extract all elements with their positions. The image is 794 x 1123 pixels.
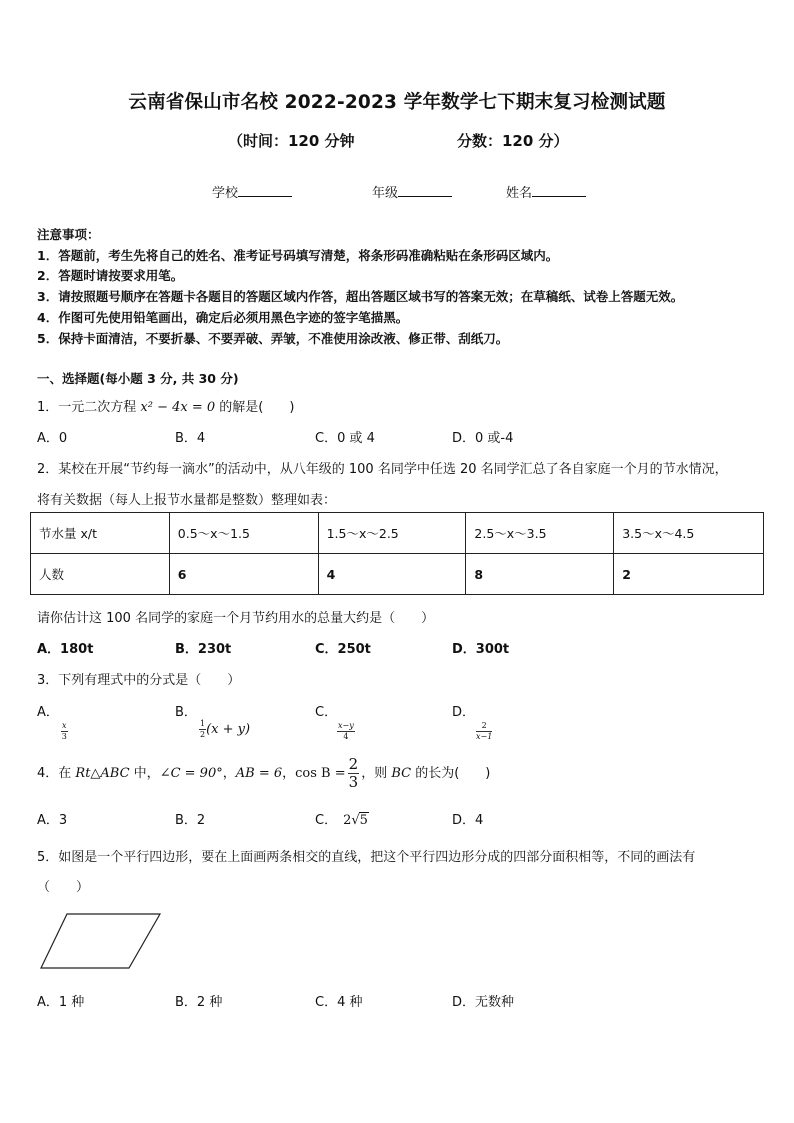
q4-prefix: 4．在 (37, 766, 76, 781)
q3-option-d[interactable] (452, 701, 492, 741)
notes-heading: 注意事项： (37, 227, 100, 242)
q3-option-b[interactable] (175, 701, 250, 739)
question-5-line-1: 5．如图是一个平行四边形，要在上面画两条相交的直线，把这个平行四边形分成的四部分面积相等，不同的画法有 (37, 850, 696, 865)
q4-triangle: Rt△ABC (75, 766, 130, 781)
school-field[interactable] (212, 182, 292, 201)
page-title: 云南省保山市名校 2022-2023 学年数学七下期末复习检测试题 (128, 92, 666, 113)
name-label: 姓名 (506, 186, 533, 201)
name-field[interactable] (506, 182, 586, 201)
q4-option-d[interactable]: D．4 (452, 813, 484, 828)
q1-prefix: 1．一元二次方程 (37, 400, 141, 415)
q2-option-d[interactable]: D．300t (452, 642, 510, 657)
table-header-row (31, 513, 764, 554)
q1-option-c[interactable]: C．0 或 4 (315, 431, 375, 446)
q4-option-a[interactable]: A．3 (37, 813, 68, 828)
question-2-line-2: 将有关数据（每人上报节水量都是整数）整理如表： (37, 493, 337, 508)
table-cell: 8 (466, 554, 614, 595)
fraction-denominator: 2 (200, 730, 206, 739)
q5-option-c[interactable]: C．4 种 (315, 995, 363, 1010)
q3-d-fraction (476, 722, 492, 741)
q4-c-radicand: 5 (359, 813, 368, 828)
q3-b-label: B． (175, 705, 197, 720)
parallelogram-figure (38, 912, 164, 972)
grade-field[interactable] (372, 182, 452, 201)
note-item: 5．保持卡面清洁，不要折暴、不要弄破、弄皱，不准使用涂改液、修正带、刮纸刀。 (37, 331, 509, 346)
q4-fraction (348, 757, 360, 790)
q4-c-coefficient: 2 (343, 813, 352, 828)
question-1-stem (37, 396, 294, 415)
school-label: 学校 (212, 186, 239, 201)
table-header-cell: 1.5～x～2.5 (318, 513, 466, 554)
note-item: 1．答题前，考生先将自己的姓名、准考证号码填写清楚，将条形码准确粘贴在条形码区域内。 (37, 248, 559, 263)
q4-ab: AB = 6 (235, 766, 283, 781)
q3-option-c[interactable] (315, 701, 355, 741)
q3-a-fraction (61, 722, 68, 741)
q3-a-label: A． (37, 705, 59, 720)
radical-sign: √ (351, 813, 360, 828)
q5-option-a[interactable]: A．1 种 (37, 995, 85, 1010)
q2-option-b[interactable]: B．230t (175, 642, 232, 657)
exam-score: 分数：120 分） (457, 132, 569, 150)
q3-b-term: (x + y) (206, 722, 251, 737)
q1-option-d[interactable]: D．0 或-4 (452, 431, 514, 446)
q1-option-b[interactable]: B．4 (175, 431, 206, 446)
q1-option-a[interactable]: A．0 (37, 431, 68, 446)
fraction-denominator: 3 (61, 732, 67, 741)
table-cell: 2 (614, 554, 764, 595)
exam-time: （时间：120 分钟 (228, 132, 355, 150)
school-blank[interactable] (238, 184, 292, 197)
q3-d-label: D． (452, 705, 476, 720)
table-header-cell: 节水量 x/t (31, 513, 170, 554)
table-header-cell: 2.5～x～3.5 (466, 513, 614, 554)
q3-c-label: C． (315, 705, 338, 720)
table-cell: 4 (318, 554, 466, 595)
q3-c-fraction (337, 722, 355, 741)
question-4-stem (37, 757, 490, 790)
fraction-numerator: 2 (348, 755, 359, 773)
q4-option-b[interactable]: B．2 (175, 813, 206, 828)
water-saving-table (30, 512, 764, 595)
q1-equation: x² − 4x = 0 (140, 400, 216, 415)
fraction-denominator: 4 (343, 732, 349, 741)
question-2-question: 请你估计这 100 名同学的家庭一个月节约用水的总量大约是（ ） (37, 611, 435, 626)
q4-sep: ， (222, 766, 236, 781)
question-3-stem: 3．下列有理式中的分式是（ ） (37, 673, 241, 688)
grade-blank[interactable] (398, 184, 452, 197)
q4-suffix: 的长为( ) (411, 766, 491, 781)
q4-sep: ， (282, 766, 296, 781)
q4-c-label: C． (315, 813, 338, 828)
table-cell: 6 (169, 554, 318, 595)
fraction-numerator: x−y (338, 721, 354, 730)
table-header-cell: 3.5～x～4.5 (614, 513, 764, 554)
q2-option-c[interactable]: C．250t (315, 642, 371, 657)
fraction-denominator: 3 (348, 773, 359, 791)
q3-b-expression (199, 719, 251, 739)
q3-option-a[interactable] (37, 701, 68, 741)
fraction-numerator: 1 (200, 719, 206, 728)
note-item: 4．作图可先使用铅笔画出，确定后必须用黑色字迹的签字笔描黑。 (37, 310, 409, 325)
q4-cos: cos B = (295, 766, 346, 781)
q4-option-c[interactable] (315, 809, 369, 828)
q5-option-d[interactable]: D．无数种 (452, 995, 515, 1010)
table-row (31, 554, 764, 595)
q4-bc: BC (391, 766, 412, 781)
parallelogram-shape (41, 914, 160, 968)
q1-suffix: 的解是( ) (215, 400, 295, 415)
fraction-denominator: x−1 (476, 732, 493, 741)
q4-angle: ∠C = 90° (159, 766, 223, 781)
q4-text: ，则 (361, 766, 392, 781)
note-item: 2．答题时请按要求用笔。 (37, 268, 184, 283)
question-2-line-1: 2．某校在开展“节约每一滴水”的活动中，从八年级的 100 名同学中任选 20 名同学汇总了各自家庭一个月的节水情况， (37, 462, 728, 477)
q5-option-b[interactable]: B．2 种 (175, 995, 223, 1010)
fraction-numerator: 2 (476, 722, 492, 732)
grade-label: 年级 (372, 186, 399, 201)
q2-option-a[interactable]: A．180t (37, 642, 94, 657)
table-cell: 人数 (31, 554, 170, 595)
name-blank[interactable] (532, 184, 586, 197)
table-header-cell: 0.5～x～1.5 (169, 513, 318, 554)
question-5-line-2: （ ） (37, 880, 90, 895)
section-heading: 一、选择题(每小题 3 分, 共 30 分) (37, 371, 239, 386)
note-item: 3．请按照题号顺序在答题卡各题目的答题区域内作答，超出答题区域书写的答案无效；在草稿纸、试卷上答题无效。 (37, 289, 684, 304)
q4-text: 中， (129, 766, 160, 781)
fraction-numerator: x (62, 721, 67, 730)
